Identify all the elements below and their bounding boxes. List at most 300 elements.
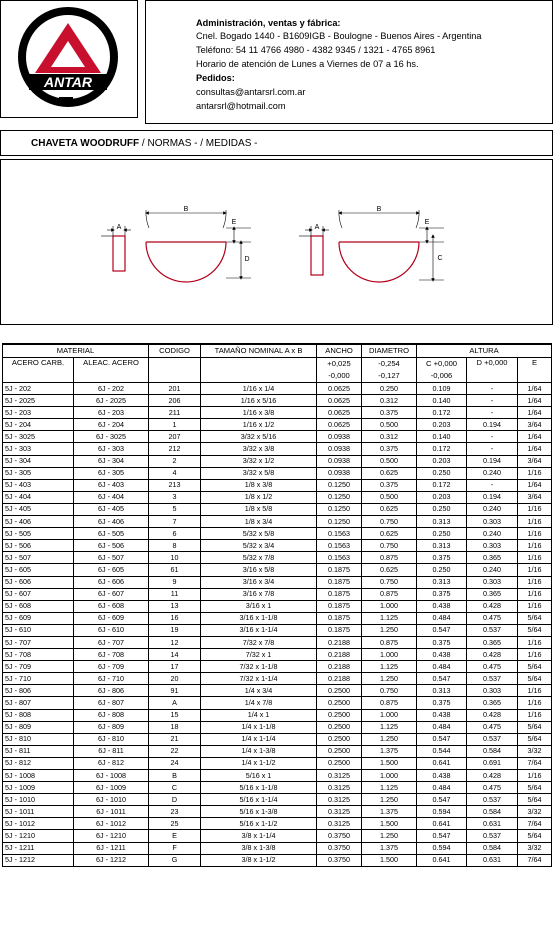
cell-aleac-acero: 6J - 606	[74, 576, 149, 588]
cell-codigo: 211	[149, 407, 201, 419]
cell-ancho: 0.1875	[317, 600, 362, 612]
cell-altura-d: -	[467, 479, 518, 491]
cell-altura-c: 0.140	[417, 431, 467, 443]
cell-diametro: 1.000	[362, 709, 417, 721]
cell-diametro: 0.750	[362, 540, 417, 552]
cell-codigo: 25	[149, 818, 201, 830]
right-label-c: C	[437, 255, 443, 262]
cell-altura-c: 0.203	[417, 455, 467, 467]
table-row	[3, 854, 552, 866]
cell-altura-e: 5/64	[518, 782, 552, 794]
cell-altura-c: 0.547	[417, 624, 467, 636]
cell-ancho: 0.1250	[317, 516, 362, 528]
cell-altura-c: 0.438	[417, 600, 467, 612]
table-row	[3, 503, 552, 515]
cell-altura-e: 1/64	[518, 395, 552, 407]
cell-altura-d: 0.428	[467, 770, 518, 782]
cell-aleac-acero: 6J - 605	[74, 564, 149, 576]
subheader-aleac-acero: ALEAC. ACERO	[74, 358, 149, 383]
cell-diametro: 1.500	[362, 854, 417, 866]
altura-d-tol: D +0,000	[467, 358, 518, 383]
cell-altura-e: 1/16	[518, 503, 552, 515]
table-row	[3, 419, 552, 431]
subheader-codigo-empty	[149, 358, 201, 383]
cell-altura-c: 0.172	[417, 479, 467, 491]
cell-ancho: 0.3125	[317, 782, 362, 794]
cell-altura-d: 0.240	[467, 503, 518, 515]
cell-tamano: 1/4 x 1-3/8	[201, 745, 317, 757]
cell-ancho: 0.2500	[317, 697, 362, 709]
table-row	[3, 624, 552, 636]
cell-diametro: 0.312	[362, 395, 417, 407]
cell-acero-carb: 5J - 305	[3, 467, 74, 479]
cell-aleac-acero: 6J - 507	[74, 552, 149, 564]
header-material: MATERIAL	[3, 344, 149, 358]
cell-diametro: 0.875	[362, 636, 417, 648]
table-row	[3, 661, 552, 673]
cell-altura-c: 0.484	[417, 782, 467, 794]
cell-aleac-acero: 6J - 505	[74, 528, 149, 540]
cell-acero-carb: 5J - 2025	[3, 395, 74, 407]
cell-diametro: 0.312	[362, 431, 417, 443]
cell-aleac-acero: 6J - 1210	[74, 830, 149, 842]
cell-diametro: 0.875	[362, 588, 417, 600]
cell-codigo: 23	[149, 806, 201, 818]
cell-altura-e: 5/64	[518, 794, 552, 806]
table-row	[3, 757, 552, 769]
cell-codigo: 206	[149, 395, 201, 407]
cell-diametro: 0.625	[362, 467, 417, 479]
cell-acero-carb: 5J - 404	[3, 491, 74, 503]
left-label-a: A	[116, 224, 122, 231]
header-altura: ALTURA	[417, 344, 552, 358]
title-bar	[0, 130, 553, 156]
contact-address: Cnel. Bogado 1440 - B1609IGB - Boulogne - Buenos Aires - Argentina	[196, 31, 482, 41]
cell-aleac-acero: 6J - 709	[74, 661, 149, 673]
cell-acero-carb: 5J - 506	[3, 540, 74, 552]
cell-acero-carb: 5J - 1009	[3, 782, 74, 794]
cell-ancho: 0.2500	[317, 721, 362, 733]
cell-ancho: 0.1875	[317, 588, 362, 600]
cell-tamano: 7/32 x 1-1/4	[201, 673, 317, 685]
table-row	[3, 516, 552, 528]
cell-diametro: 1.500	[362, 818, 417, 830]
cell-altura-e: 1/16	[518, 552, 552, 564]
altura-e: E	[518, 358, 552, 383]
cell-acero-carb: 5J - 811	[3, 745, 74, 757]
table-row	[3, 383, 552, 395]
cell-diametro: 0.625	[362, 564, 417, 576]
cell-altura-d: 0.428	[467, 709, 518, 721]
cell-altura-e: 1/16	[518, 516, 552, 528]
cell-tamano: 5/16 x 1-1/8	[201, 782, 317, 794]
diagram-box	[0, 159, 553, 325]
cell-acero-carb: 5J - 403	[3, 479, 74, 491]
cell-codigo: 2	[149, 455, 201, 467]
cell-aleac-acero: 6J - 1212	[74, 854, 149, 866]
table-row	[3, 770, 552, 782]
cell-acero-carb: 5J - 809	[3, 721, 74, 733]
cell-ancho: 0.2188	[317, 661, 362, 673]
cell-ancho: 0.2188	[317, 636, 362, 648]
cell-aleac-acero: 6J - 303	[74, 443, 149, 455]
table-row	[3, 431, 552, 443]
altura-c-tol-2: -0,006	[417, 370, 467, 383]
contact-phones: Teléfono: 54 11 4766 4980 - 4382 9345 / 1321 - 4765 8961	[196, 45, 436, 55]
cell-aleac-acero: 6J - 304	[74, 455, 149, 467]
ancho-tol-minus: -0,000	[317, 370, 362, 383]
cell-ancho: 0.1875	[317, 564, 362, 576]
logo-box	[0, 0, 138, 118]
table-row	[3, 830, 552, 842]
cell-altura-e: 5/64	[518, 661, 552, 673]
cell-codigo: 207	[149, 431, 201, 443]
cell-altura-e: 1/16	[518, 649, 552, 661]
cell-acero-carb: 5J - 605	[3, 564, 74, 576]
cell-ancho: 0.0625	[317, 407, 362, 419]
table-row	[3, 407, 552, 419]
cell-codigo: E	[149, 830, 201, 842]
cell-codigo: 24	[149, 757, 201, 769]
cell-codigo: 12	[149, 636, 201, 648]
cell-diametro: 1.500	[362, 757, 417, 769]
cell-aleac-acero: 6J - 812	[74, 757, 149, 769]
cell-aleac-acero: 6J - 3025	[74, 431, 149, 443]
cell-altura-e: 1/16	[518, 564, 552, 576]
cell-altura-d: -	[467, 407, 518, 419]
cell-altura-e: 5/64	[518, 612, 552, 624]
cell-aleac-acero: 6J - 506	[74, 540, 149, 552]
cell-altura-e: 1/16	[518, 600, 552, 612]
cell-altura-e: 1/16	[518, 709, 552, 721]
cell-altura-d: 0.303	[467, 516, 518, 528]
table-row	[3, 467, 552, 479]
cell-altura-d: 0.240	[467, 528, 518, 540]
cell-tamano: 5/16 x 1-3/8	[201, 806, 317, 818]
cell-codigo: 3	[149, 491, 201, 503]
cell-acero-carb: 5J - 1212	[3, 854, 74, 866]
left-label-e: E	[231, 219, 237, 226]
diam-tol-1: -0,254	[362, 358, 417, 371]
contact-heading: Administración, ventas y fábrica:	[196, 18, 341, 28]
cell-aleac-acero: 6J - 1009	[74, 782, 149, 794]
altura-c-tol-1: C +0,000	[417, 358, 467, 371]
table-row	[3, 588, 552, 600]
cell-tamano: 1/8 x 3/8	[201, 479, 317, 491]
cell-codigo: F	[149, 842, 201, 854]
logo-text: ANTAR	[44, 74, 92, 90]
cell-aleac-acero: 6J - 305	[74, 467, 149, 479]
cell-altura-e: 1/16	[518, 540, 552, 552]
cell-tamano: 1/4 x 3/4	[201, 685, 317, 697]
cell-altura-d: 0.240	[467, 564, 518, 576]
cell-altura-d: 0.194	[467, 419, 518, 431]
cell-diametro: 0.375	[362, 479, 417, 491]
cell-altura-c: 0.250	[417, 503, 467, 515]
table-row	[3, 673, 552, 685]
cell-aleac-acero: 6J - 1012	[74, 818, 149, 830]
cell-codigo: 212	[149, 443, 201, 455]
cell-altura-e: 1/16	[518, 697, 552, 709]
cell-acero-carb: 5J - 202	[3, 383, 74, 395]
contact-hours: Horario de atención de Lunes a Viernes de 07 a 16 hs.	[196, 59, 419, 69]
cell-acero-carb: 5J - 707	[3, 636, 74, 648]
right-label-a: A	[314, 224, 320, 231]
cell-tamano: 3/32 x 3/8	[201, 443, 317, 455]
cell-altura-c: 0.313	[417, 540, 467, 552]
cell-altura-d: 0.537	[467, 794, 518, 806]
cell-altura-e: 1/64	[518, 479, 552, 491]
cell-altura-c: 0.203	[417, 419, 467, 431]
antar-logo	[1, 1, 137, 117]
cell-diametro: 0.750	[362, 516, 417, 528]
cell-altura-d: 0.537	[467, 624, 518, 636]
cell-tamano: 5/16 x 1	[201, 770, 317, 782]
cell-ancho: 0.3125	[317, 794, 362, 806]
cell-tamano: 7/32 x 1	[201, 649, 317, 661]
subheader-tamano-empty	[201, 358, 317, 383]
cell-diametro: 1.250	[362, 733, 417, 745]
cell-tamano: 1/4 x 7/8	[201, 697, 317, 709]
cell-altura-d: 0.240	[467, 467, 518, 479]
cell-altura-e: 5/64	[518, 624, 552, 636]
cell-diametro: 1.250	[362, 794, 417, 806]
cell-tamano: 3/16 x 1-1/8	[201, 612, 317, 624]
cell-aleac-acero: 6J - 710	[74, 673, 149, 685]
cell-acero-carb: 5J - 1010	[3, 794, 74, 806]
cell-tamano: 1/16 x 1/4	[201, 383, 317, 395]
cell-altura-e: 3/64	[518, 491, 552, 503]
cell-diametro: 1.125	[362, 661, 417, 673]
cell-altura-d: 0.428	[467, 649, 518, 661]
cell-aleac-acero: 6J - 406	[74, 516, 149, 528]
cell-diametro: 0.500	[362, 455, 417, 467]
cell-tamano: 3/16 x 7/8	[201, 588, 317, 600]
cell-ancho: 0.0938	[317, 455, 362, 467]
cell-diametro: 0.750	[362, 576, 417, 588]
cell-altura-e: 3/32	[518, 745, 552, 757]
cell-altura-e: 1/16	[518, 588, 552, 600]
table-row	[3, 564, 552, 576]
cell-tamano: 3/32 x 1/2	[201, 455, 317, 467]
cell-ancho: 0.2500	[317, 757, 362, 769]
cell-altura-e: 7/64	[518, 757, 552, 769]
right-key-arc	[339, 242, 419, 282]
cell-altura-e: 5/64	[518, 830, 552, 842]
cell-altura-d: 0.584	[467, 806, 518, 818]
cell-codigo: 10	[149, 552, 201, 564]
cell-acero-carb: 5J - 609	[3, 612, 74, 624]
contact-email-2[interactable]: antarsrl@hotmail.com	[196, 101, 286, 111]
contact-box	[145, 0, 553, 124]
cell-codigo: 1	[149, 419, 201, 431]
cell-diametro: 0.750	[362, 685, 417, 697]
cell-diametro: 0.875	[362, 552, 417, 564]
cell-tamano: 5/32 x 3/4	[201, 540, 317, 552]
cell-altura-c: 0.544	[417, 745, 467, 757]
table-row	[3, 842, 552, 854]
cell-aleac-acero: 6J - 809	[74, 721, 149, 733]
cell-altura-d: 0.365	[467, 552, 518, 564]
table-header	[3, 344, 552, 383]
cell-altura-c: 0.641	[417, 818, 467, 830]
cell-altura-e: 7/64	[518, 818, 552, 830]
cell-ancho: 0.1563	[317, 528, 362, 540]
cell-aleac-acero: 6J - 609	[74, 612, 149, 624]
cell-altura-c: 0.641	[417, 854, 467, 866]
cell-altura-c: 0.313	[417, 576, 467, 588]
cell-acero-carb: 5J - 610	[3, 624, 74, 636]
cell-tamano: 3/32 x 5/8	[201, 467, 317, 479]
cell-ancho: 0.1875	[317, 624, 362, 636]
cell-altura-e: 5/64	[518, 721, 552, 733]
page-title	[31, 138, 257, 149]
left-label-d: D	[244, 256, 250, 263]
cell-altura-e: 1/16	[518, 770, 552, 782]
cell-tamano: 3/16 x 1-1/4	[201, 624, 317, 636]
cell-acero-carb: 5J - 810	[3, 733, 74, 745]
cell-ancho: 0.1250	[317, 479, 362, 491]
cell-acero-carb: 5J - 203	[3, 407, 74, 419]
cell-acero-carb: 5J - 204	[3, 419, 74, 431]
cell-aleac-acero: 6J - 607	[74, 588, 149, 600]
left-key-arc	[146, 242, 226, 282]
cell-altura-d: 0.537	[467, 673, 518, 685]
cell-tamano: 5/32 x 5/8	[201, 528, 317, 540]
cell-tamano: 1/8 x 1/2	[201, 491, 317, 503]
table-row	[3, 600, 552, 612]
orders-heading: Pedidos:	[196, 73, 235, 83]
cell-diametro: 1.125	[362, 612, 417, 624]
cell-altura-e: 5/64	[518, 733, 552, 745]
cell-codigo: 201	[149, 383, 201, 395]
cell-acero-carb: 5J - 606	[3, 576, 74, 588]
cell-tamano: 1/4 x 1-1/4	[201, 733, 317, 745]
cell-altura-c: 0.250	[417, 528, 467, 540]
cell-acero-carb: 5J - 1011	[3, 806, 74, 818]
cell-diametro: 0.875	[362, 697, 417, 709]
cell-codigo: 4	[149, 467, 201, 479]
cell-altura-c: 0.313	[417, 685, 467, 697]
cell-codigo: 91	[149, 685, 201, 697]
cell-acero-carb: 5J - 710	[3, 673, 74, 685]
cell-acero-carb: 5J - 1210	[3, 830, 74, 842]
table-body	[3, 383, 552, 867]
cell-aleac-acero: 6J - 608	[74, 600, 149, 612]
cell-altura-d: 0.303	[467, 540, 518, 552]
cell-altura-c: 0.438	[417, 709, 467, 721]
woodruff-key-diagram	[1, 160, 552, 324]
cell-tamano: 3/16 x 3/4	[201, 576, 317, 588]
cell-diametro: 1.125	[362, 721, 417, 733]
cell-ancho: 0.3750	[317, 830, 362, 842]
cell-ancho: 0.0938	[317, 467, 362, 479]
cell-codigo: 9	[149, 576, 201, 588]
header-diametro: DIAMETRO	[362, 344, 417, 358]
cell-tamano: 3/32 x 5/16	[201, 431, 317, 443]
cell-ancho: 0.2500	[317, 709, 362, 721]
cell-aleac-acero: 6J - 811	[74, 745, 149, 757]
cell-tamano: 1/4 x 1-1/2	[201, 757, 317, 769]
cell-diametro: 0.375	[362, 443, 417, 455]
table-row	[3, 491, 552, 503]
cell-codigo: B	[149, 770, 201, 782]
table-row	[3, 818, 552, 830]
cell-codigo: G	[149, 854, 201, 866]
cell-altura-d: 0.365	[467, 697, 518, 709]
header-tamano: TAMAÑO NOMINAL A x B	[201, 344, 317, 358]
cell-altura-d: 0.537	[467, 830, 518, 842]
cell-altura-e: 1/16	[518, 576, 552, 588]
cell-ancho: 0.1250	[317, 491, 362, 503]
cell-diametro: 1.250	[362, 830, 417, 842]
cell-aleac-acero: 6J - 1211	[74, 842, 149, 854]
cell-codigo: 21	[149, 733, 201, 745]
cell-altura-e: 3/64	[518, 419, 552, 431]
cell-altura-c: 0.547	[417, 733, 467, 745]
cell-tamano: 3/8 x 1-1/2	[201, 854, 317, 866]
table-row	[3, 395, 552, 407]
cell-ancho: 0.2500	[317, 745, 362, 757]
cell-diametro: 1.250	[362, 673, 417, 685]
table-row	[3, 528, 552, 540]
cell-codigo: 16	[149, 612, 201, 624]
table-row	[3, 721, 552, 733]
cell-aleac-acero: 6J - 808	[74, 709, 149, 721]
cell-codigo: 19	[149, 624, 201, 636]
table-row	[3, 612, 552, 624]
cell-aleac-acero: 6J - 1010	[74, 794, 149, 806]
cell-diametro: 1.000	[362, 600, 417, 612]
cell-altura-c: 0.140	[417, 395, 467, 407]
contact-email-1[interactable]: consultas@antarsrl.com.ar	[196, 87, 306, 97]
cell-aleac-acero: 6J - 807	[74, 697, 149, 709]
cell-altura-e: 3/64	[518, 455, 552, 467]
cell-tamano: 3/8 x 1-3/8	[201, 842, 317, 854]
cell-tamano: 5/16 x 1-1/4	[201, 794, 317, 806]
cell-altura-c: 0.172	[417, 443, 467, 455]
cell-altura-d: -	[467, 383, 518, 395]
table-row	[3, 540, 552, 552]
cell-codigo: 22	[149, 745, 201, 757]
cell-ancho: 0.2188	[317, 649, 362, 661]
table-row	[3, 552, 552, 564]
cell-codigo: 213	[149, 479, 201, 491]
header-codigo: CODIGO	[149, 344, 201, 358]
cell-acero-carb: 5J - 806	[3, 685, 74, 697]
cell-codigo: 18	[149, 721, 201, 733]
cell-acero-carb: 5J - 708	[3, 649, 74, 661]
cell-aleac-acero: 6J - 1008	[74, 770, 149, 782]
table-row	[3, 443, 552, 455]
specs-table	[2, 343, 552, 867]
cell-ancho: 0.0625	[317, 383, 362, 395]
right-key-figure	[299, 206, 444, 282]
cell-tamano: 3/16 x 5/8	[201, 564, 317, 576]
table-row	[3, 576, 552, 588]
cell-altura-e: 1/64	[518, 383, 552, 395]
cell-tamano: 3/16 x 1	[201, 600, 317, 612]
cell-altura-c: 0.547	[417, 794, 467, 806]
cell-altura-d: 0.475	[467, 661, 518, 673]
cell-diametro: 0.500	[362, 419, 417, 431]
cell-acero-carb: 5J - 406	[3, 516, 74, 528]
cell-altura-e: 3/32	[518, 806, 552, 818]
cell-codigo: 17	[149, 661, 201, 673]
cell-altura-d: 0.303	[467, 685, 518, 697]
table-row	[3, 794, 552, 806]
cell-altura-d: 0.691	[467, 757, 518, 769]
